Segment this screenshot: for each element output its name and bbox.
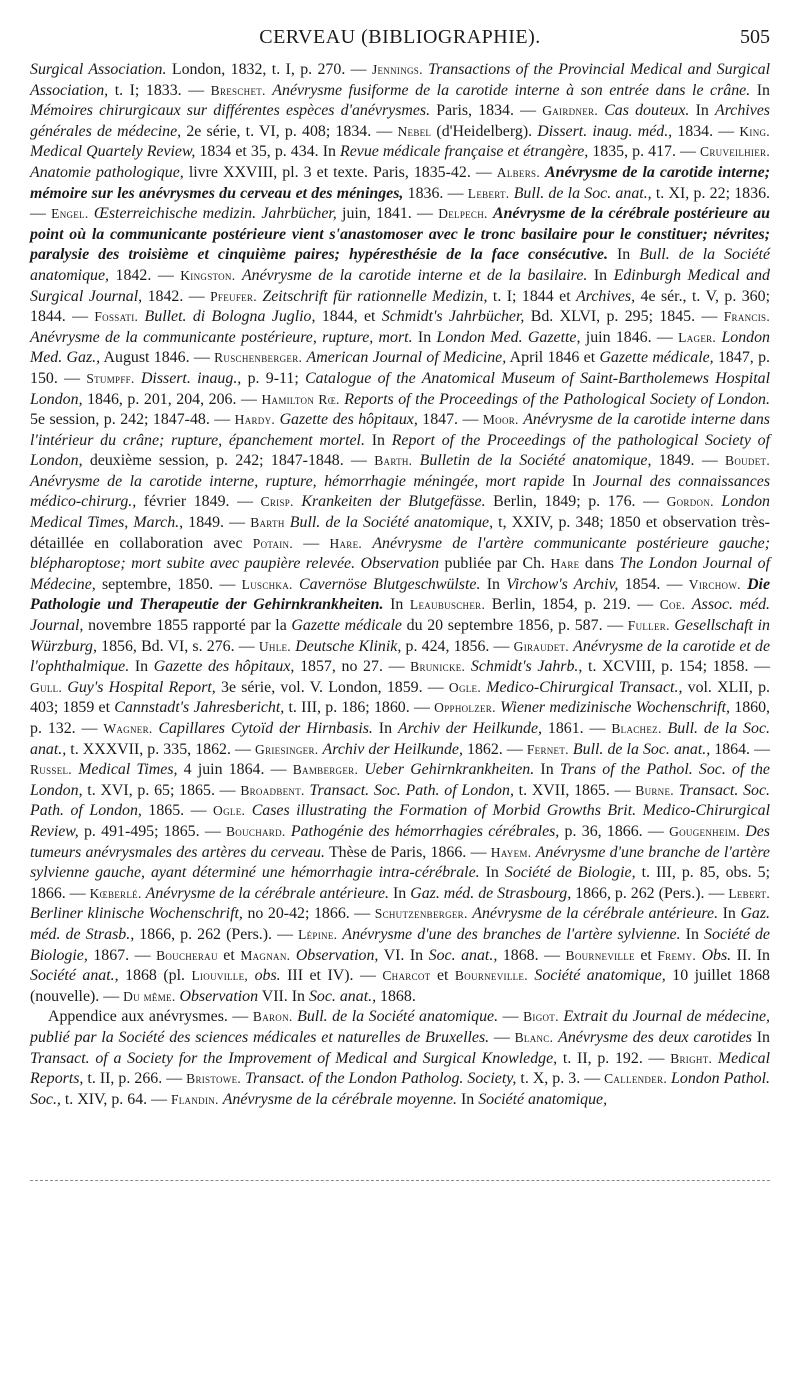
text-run: septembre, 1850. —: [95, 575, 242, 593]
title-run: Société anatomique,: [534, 967, 666, 985]
text-run: Berlin, 1849; p. 176. —: [485, 493, 667, 511]
text-run: 10 juillet 1868 (nouvelle). —: [30, 967, 770, 1005]
text-run: p. 491-495; 1865. —: [78, 822, 226, 840]
title-run: Dissert. inaug.,: [140, 369, 242, 387]
text-run: dans: [579, 555, 620, 573]
author-name: King.: [739, 123, 770, 139]
author-name: Bamberger.: [292, 762, 359, 778]
text-run: 1868. —: [497, 946, 566, 964]
title-run: Transact. Soc. Path. of London,: [309, 781, 514, 799]
text-run: 1864. —: [710, 740, 770, 758]
title-run: Anévrysme fusiforme de la carotide interne à son entrée dans le crâne.: [272, 81, 751, 99]
text-run: t. XI, p. 22; 1836. —: [30, 184, 770, 223]
author-name: Coe.: [659, 597, 686, 613]
author-name: Magnan.: [240, 947, 291, 963]
text-run: 2e série, t. VI, p. 408; 1834. —: [181, 122, 398, 140]
page-title: CERVEAU (BIBLIOGRAPHIE).: [259, 26, 541, 48]
author-name: Cruveilhier.: [700, 144, 771, 160]
title-run: Revue médicale française et étrangère,: [340, 143, 589, 161]
title-run: Medical Reports,: [30, 1049, 770, 1088]
author-name: Du même.: [123, 988, 176, 1004]
text-run: t. XVII, 1865. —: [513, 781, 636, 799]
title-run: Medical Quartely Review,: [30, 143, 196, 161]
title-run: London Med. Gaz.,: [30, 328, 771, 367]
text-run: —: [293, 534, 330, 552]
author-name: Ogle.: [448, 679, 482, 695]
text-run: juin 1846. —: [580, 328, 679, 346]
title-run: Anévrysme de la carotide interne, rupture, hémorrhagie méningée, mort rapide: [30, 472, 565, 490]
title-run: Des tumeurs anévrysmales des artères du cerveau.: [30, 822, 770, 861]
title-run: Gesellschaft in Würzburg,: [30, 617, 771, 655]
author-name: Lépine.: [298, 926, 338, 942]
title-run: Anévrysme de la carotide et de l'ophthalmique.: [30, 637, 771, 676]
title-run: Journal des connaissances médico-chirurg.,: [30, 472, 771, 511]
author-name: Leaubuscher.: [409, 597, 486, 613]
text-run: vol. XLII, p. 403; 1859 et: [30, 678, 770, 717]
title-run: Ueber Gehirnkrankheiten.: [364, 761, 535, 779]
title-run: Deutsche Klinik,: [295, 637, 402, 655]
title-run: Dissert. inaug. méd.,: [537, 122, 673, 140]
title-run: Transactions of the Provincial Medical and Surgical Association,: [30, 61, 770, 99]
text-run: 1857, no 27. —: [294, 658, 411, 676]
title-run: Société anatomique,: [478, 1090, 608, 1108]
text-run: t. III, p. 85, obs. 5; 1866. —: [30, 864, 771, 902]
title-run: Bullet. di Bologna Juglio,: [144, 308, 316, 326]
title-run: Gaz. méd. de Strasbourg,: [410, 884, 572, 902]
title-run: Anévrysme d'une branche de l'artère sylvienne gauche, ayant déterminé une hémorrhagie intra-cérébrale.: [30, 843, 770, 882]
text-run: 3e série, vol. V. London, 1859. —: [215, 678, 449, 696]
text-run: Paris, 1834. —: [430, 102, 543, 120]
author-name: Russel.: [30, 762, 72, 778]
author-name: Lebert.: [467, 185, 510, 201]
text-run: t. X, p. 3. —: [516, 1070, 605, 1088]
author-name: Lager.: [678, 329, 717, 345]
title-run: Medical Times,: [78, 761, 178, 779]
title-run: obs.: [254, 967, 281, 985]
title-run: Capillares Cytoïd der Hirnbasis.: [158, 720, 373, 737]
title-run: Guy's Hospital Report,: [67, 678, 216, 696]
text-run: 1842. —: [109, 266, 181, 284]
text-run: In: [750, 81, 770, 99]
text-run: février 1849. —: [136, 493, 261, 511]
title-run: Soc. anat.,: [308, 987, 377, 1005]
footer-divider: [30, 1180, 770, 1181]
title-run: Anévrysme de la cérébrale postérieure au point où la communicante postérieure vient s'anastomoser avec le tronc basilaire pour le constituer; névrites; paralysie des troisième et cinquième paires; hypéresthésie de la face consécutive.: [30, 205, 770, 264]
title-run: Cavernöse Blutgeschwülste.: [298, 575, 481, 593]
text-run: et: [430, 967, 455, 985]
page-number: 505: [740, 26, 770, 48]
title-run: Anévrysme de l'artère communicante postérieure gauche; blépharoptose; mort subite avec paupière relevée. Observation: [30, 534, 771, 573]
text-run: t, XXIV, p. 348; 1850 et observation très-détaillée en collaboration avec: [30, 514, 770, 552]
text-run: In: [689, 102, 715, 120]
title-run: Edinburgh Medical and Surgical Journal,: [30, 266, 770, 305]
author-name: Hayem.: [490, 844, 532, 860]
author-name: Luschka.: [241, 576, 293, 592]
author-name: Virchow.: [688, 576, 741, 592]
title-run: Bull. de la Soc. anat.,: [513, 184, 652, 202]
title-run: Anévrysme de la cérébrale antérieure.: [472, 905, 719, 923]
text-run: 1861. —: [541, 720, 612, 737]
text-run: t. I; 1844 et: [487, 287, 577, 305]
text-run: In: [372, 720, 398, 737]
text-run: VII. In: [258, 987, 309, 1005]
text-run: 1844, et: [315, 308, 382, 326]
text-run: 1835, p. 417. —: [588, 143, 701, 161]
title-run: Gazette des hôpitaux,: [279, 411, 418, 429]
title-run: Schmidt's Jahrbücher,: [381, 308, 525, 326]
author-name: Kœberlé.: [89, 885, 142, 901]
title-run: Archives,: [576, 287, 636, 305]
author-name: Boudet.: [725, 453, 770, 469]
title-run: Assoc. méd. Journal,: [30, 596, 771, 635]
title-run: Zeitschrift für rationnelle Medizin,: [262, 287, 488, 305]
title-run: Wiener medizinische Wochenschrift,: [500, 699, 730, 717]
text-run: In: [751, 1028, 770, 1046]
text-run: 1849. —: [651, 452, 726, 470]
title-run: Medico-Chirurgical Transact.,: [486, 678, 683, 696]
author-name: Giraudet.: [513, 638, 569, 654]
title-run: Bull. de la Soc. anat.,: [572, 740, 711, 758]
author-name: Charcot: [382, 968, 431, 984]
title-run: Bulletin de la Société anatomique,: [419, 452, 652, 470]
author-name: Francis.: [723, 309, 771, 325]
text-run: In: [364, 431, 392, 449]
text-run: 1868.: [376, 987, 416, 1005]
author-name: Hamilton Rœ.: [261, 391, 340, 407]
title-run: Bull. de la Société anatomique,: [289, 514, 494, 532]
text-run: 1866, p. 262 (Pers.). —: [134, 925, 299, 943]
title-run: London Pathol. Soc.,: [30, 1070, 770, 1108]
title-run: Anévrysme de la carotide interne; mémoire sur les anévrysmes du cerveau et des méninges,: [30, 163, 770, 202]
author-name: Jennings.: [371, 62, 423, 77]
title-run: Gaz. méd. de Strasb.,: [30, 905, 771, 943]
text-run: t. II, p. 192. —: [557, 1049, 671, 1067]
title-run: Krankeiten der Blutgefässe.: [301, 493, 486, 511]
author-name: Gougenheim.: [669, 823, 740, 839]
title-run: The London Journal of Médecine,: [30, 555, 770, 593]
text-run: 1856, Bd. VI, s. 276. —: [96, 637, 259, 655]
author-name: Bourneville: [565, 947, 635, 963]
text-run: t. XXXVII, p. 335, 1862. —: [66, 740, 256, 758]
text-run: August 1846. —: [100, 349, 215, 367]
author-name: Pfeufer.: [210, 288, 257, 304]
title-run: Mémoires chirurgicaux sur différentes espèces d'anévrysmes.: [30, 102, 431, 120]
title-run: Pathogénie des hémorrhagies cérébrales,: [290, 822, 560, 840]
title-run: Archives générales de médecine,: [30, 102, 770, 140]
text-run: In: [564, 472, 593, 490]
author-name: Hare.: [329, 535, 363, 551]
author-name: Blanc.: [514, 1029, 554, 1045]
title-run: London Medical Times, March.,: [30, 493, 770, 532]
text-run: London, 1832, t. I, p. 270. —: [166, 61, 372, 78]
title-run: Extrait du Journal de médecine, publié par la Société des sciences médicales et naturelles de Bruxelles.: [30, 1008, 770, 1046]
author-name: Bourneville.: [454, 968, 528, 984]
text-run: Bd. XLVI, p. 295; 1845. —: [524, 308, 724, 326]
author-name: Bouchard.: [226, 823, 286, 839]
text-run: 1854. —: [618, 575, 689, 593]
author-name: Bristowe.: [186, 1071, 242, 1087]
author-name: Wagner.: [103, 721, 153, 736]
title-run: Société de Biologie,: [30, 925, 770, 964]
title-run: Reports of the Proceedings of the Pathological Society of London.: [344, 390, 770, 408]
author-name: Flandin.: [170, 1091, 219, 1107]
title-run: Anévrysme de la carotide interne et de la basilaire.: [241, 266, 588, 284]
title-run: Bull. de la Société anatomique,: [30, 246, 770, 284]
text-run: In: [129, 658, 154, 676]
author-name: Uhle.: [258, 638, 291, 654]
text-run: In: [412, 328, 437, 346]
author-name: Fremy.: [657, 947, 697, 963]
title-run: Trans of the Pathol. Soc. of the London,: [30, 761, 770, 799]
title-run: Report of the Proceedings of the pathological Society of London,: [30, 431, 770, 470]
author-name: Barth.: [374, 453, 413, 469]
text-run: In: [680, 925, 704, 943]
title-run: Société anat.,: [30, 967, 119, 985]
text-run: et: [217, 946, 241, 964]
text-run: In: [457, 1090, 479, 1108]
title-run: Virchow's Archiv,: [506, 575, 619, 593]
author-name: Ogle.: [213, 803, 246, 819]
title-run: Anévrysme de la carotide interne dans l'intérieur du crâne; rupture, épanchement mortel.: [30, 411, 770, 449]
author-name: Blachez.: [611, 721, 662, 736]
text-run: 1867. —: [87, 946, 157, 964]
author-name: Brunicke.: [410, 659, 466, 675]
title-run: Bull. de la Soc. anat.,: [30, 720, 770, 758]
text-run: 1860, p. 132. —: [30, 699, 771, 737]
text-run: [362, 535, 372, 552]
text-run: p. 9-11;: [241, 369, 306, 387]
author-name: Bigot.: [523, 1009, 559, 1025]
text-run: [685, 596, 692, 613]
text-run: In: [480, 575, 507, 593]
title-run: Berliner klinische Wochenschrift,: [30, 905, 243, 923]
title-run: Gazette des hôpitaux,: [153, 658, 295, 676]
text-run: deuxième session, p. 242; 1847-1848. —: [82, 452, 375, 470]
text-run: 1834 et 35, p. 434. In: [195, 143, 341, 161]
text-run: livre XXVIII, pl. 3 et texte. Paris, 1835-42. —: [183, 163, 497, 181]
text-run: In: [389, 884, 411, 902]
text-run: 4 juin 1864. —: [177, 761, 293, 779]
author-name: Bright.: [670, 1050, 713, 1066]
text-run: 1862. —: [462, 740, 527, 758]
title-run: Transact. of the London Patholog. Society,: [245, 1070, 517, 1088]
text-run: Thèse de Paris, 1866. —: [324, 843, 491, 861]
text-run: t. III, p. 186; 1860. —: [284, 699, 435, 717]
text-run: VI. In: [378, 946, 429, 964]
title-run: Transact. of a Society for the Improvement of Medical and Surgical Knowledge,: [30, 1049, 558, 1067]
text-run: 1847. —: [417, 411, 483, 429]
text-run: publiée par Ch.: [439, 555, 551, 573]
author-name: Gordon.: [666, 494, 714, 510]
author-name: Hare: [550, 556, 580, 572]
title-run: London Med. Gazette,: [436, 328, 581, 346]
text-run: no 20-42; 1866. —: [242, 905, 375, 923]
title-run: Cannstadt's Jahresbericht,: [114, 699, 285, 717]
text-run: —: [489, 1028, 515, 1046]
title-run: Gazette médicale: [291, 617, 402, 635]
title-run: Gazette médicale,: [599, 349, 714, 367]
title-run: Société de Biologie,: [504, 864, 636, 882]
text-run: 1846, p. 201, 204, 206. —: [82, 390, 262, 408]
author-name: Callender.: [604, 1071, 667, 1087]
author-name: Ruschenberger.: [214, 350, 303, 366]
text-run: 1849. —: [183, 514, 251, 532]
author-name: Moor.: [482, 412, 519, 428]
text-run: [412, 452, 419, 469]
text-run: t. XIV, p. 64. —: [60, 1090, 171, 1108]
title-run: Anévrysme des deux carotides: [558, 1028, 752, 1046]
title-run: Anatomie pathologique,: [30, 163, 184, 181]
title-run: Transact. Soc. Path. of London,: [30, 781, 770, 820]
author-name: Broadbent.: [240, 782, 305, 798]
text-run: Berlin, 1854, p. 219. —: [485, 596, 660, 614]
text-run: —: [498, 1008, 524, 1026]
text-run: juin, 1841. —: [336, 205, 439, 223]
title-run: Obs.: [701, 946, 732, 964]
text-run: (d'Heidelberg).: [431, 122, 538, 140]
title-run: Surgical Association.: [30, 61, 167, 78]
author-name: Liouville,: [191, 968, 249, 984]
author-name: Gull.: [30, 679, 63, 695]
author-name: Fernet.: [526, 741, 569, 757]
title-run: Œsterreichische medizin. Jahrbücher,: [93, 205, 337, 223]
author-name: Crisp.: [260, 494, 294, 510]
title-run: Anévrysme de la communicante postérieure, rupture, mort.: [30, 328, 413, 346]
title-run: Soc. anat.,: [428, 946, 498, 964]
author-name: Nebel: [397, 123, 432, 139]
text-run: II. In: [731, 946, 771, 964]
author-name: Barth: [250, 515, 285, 531]
author-name: Baron.: [252, 1009, 293, 1025]
text-run: Appendice aux anévrysmes. —: [48, 1008, 253, 1026]
text-run: p. 424, 1856. —: [401, 637, 514, 655]
text-run: novembre 1855 rapporté par la: [83, 617, 292, 635]
author-name: Gairdner.: [542, 103, 599, 119]
author-name: Engel.: [51, 206, 89, 222]
author-name: Stumpff.: [86, 370, 135, 386]
text-run: In: [479, 864, 505, 882]
text-run: In: [534, 761, 560, 779]
author-name: Delpech.: [438, 206, 488, 222]
text-run: 1836. —: [403, 184, 468, 202]
author-name: Burne.: [635, 782, 674, 798]
title-run: Anévrysme d'une des branches de l'artère sylvienne.: [342, 925, 681, 943]
author-name: Hardy.: [234, 412, 276, 428]
text-run: 5e session, p. 242; 1847-48. —: [30, 411, 235, 429]
title-run: Schmidt's Jahrb.,: [470, 658, 583, 676]
title-run: Archiv der Heilkunde,: [397, 720, 542, 737]
title-run: Bull. de la Société anatomique.: [297, 1008, 499, 1026]
title-run: Cas douteux.: [604, 102, 690, 120]
title-run: Cases illustrating the Formation of Morbid Growths Brit. Medico-Chirurgical Review,: [30, 802, 770, 840]
title-run: Archiv der Heilkunde,: [322, 740, 463, 758]
title-run: Anévrysme de la cérébrale antérieure.: [145, 884, 390, 902]
author-name: Fuller.: [627, 618, 670, 634]
title-run: Catalogue of the Anatomical Museum of Saint-Bartholemews Hospital London,: [30, 369, 770, 408]
text-run: 1847, p. 150. —: [30, 349, 770, 387]
author-name: Boucherau: [156, 947, 218, 963]
text-run: t. II, p. 266. —: [83, 1070, 187, 1088]
text-run: 1842. —: [142, 287, 211, 305]
text-run: t. XCVIII, p. 154; 1858. —: [582, 658, 770, 676]
bibliography-appendix: [30, 1007, 770, 1110]
text-run: In: [718, 905, 741, 923]
author-name: Lebert.: [728, 885, 771, 901]
text-run: t. XVI, p. 65; 1865. —: [82, 781, 241, 799]
text-run: III et IV). —: [280, 967, 383, 985]
author-name: Potain.: [252, 535, 294, 551]
title-run: Anévrysme de la cérébrale moyenne.: [222, 1090, 458, 1108]
author-name: Schutzenberger.: [374, 906, 468, 922]
text-run: 1866, p. 262 (Pers.). —: [571, 884, 729, 902]
title-run: American Journal of Medicine,: [306, 349, 507, 367]
text-run: In: [383, 596, 410, 614]
text-run: 1865. —: [141, 802, 214, 820]
text-run: 1834. —: [672, 122, 740, 140]
document-page: [30, 26, 770, 1181]
text-run: et: [634, 946, 658, 964]
author-name: Fossati.: [94, 309, 139, 325]
text-run: p. 36, 1866. —: [559, 822, 670, 840]
author-name: Oppholzer.: [434, 700, 496, 716]
text-run: In: [587, 266, 614, 284]
text-run: In: [607, 246, 640, 264]
author-name: Albers.: [496, 164, 540, 180]
title-run: Die Pathologie und Therapeutie der Gehirnkrankheiten.: [30, 575, 771, 614]
text-run: April 1846 et: [506, 349, 600, 367]
author-name: Griesinger.: [255, 741, 319, 757]
text-run: t. I; 1833. —: [108, 81, 211, 99]
author-name: Kingston.: [180, 267, 236, 283]
author-name: Breschet.: [210, 82, 266, 98]
running-header: [30, 26, 770, 60]
text-run: 1868 (pl.: [118, 967, 192, 985]
text-run: du 20 septembre 1856, p. 587. —: [401, 617, 628, 635]
title-run: Observation: [179, 987, 259, 1005]
text-run: 4e sér., t. V, p. 360; 1844. —: [30, 287, 770, 326]
bibliography-main: [30, 60, 770, 1007]
title-run: Observation,: [295, 946, 379, 964]
